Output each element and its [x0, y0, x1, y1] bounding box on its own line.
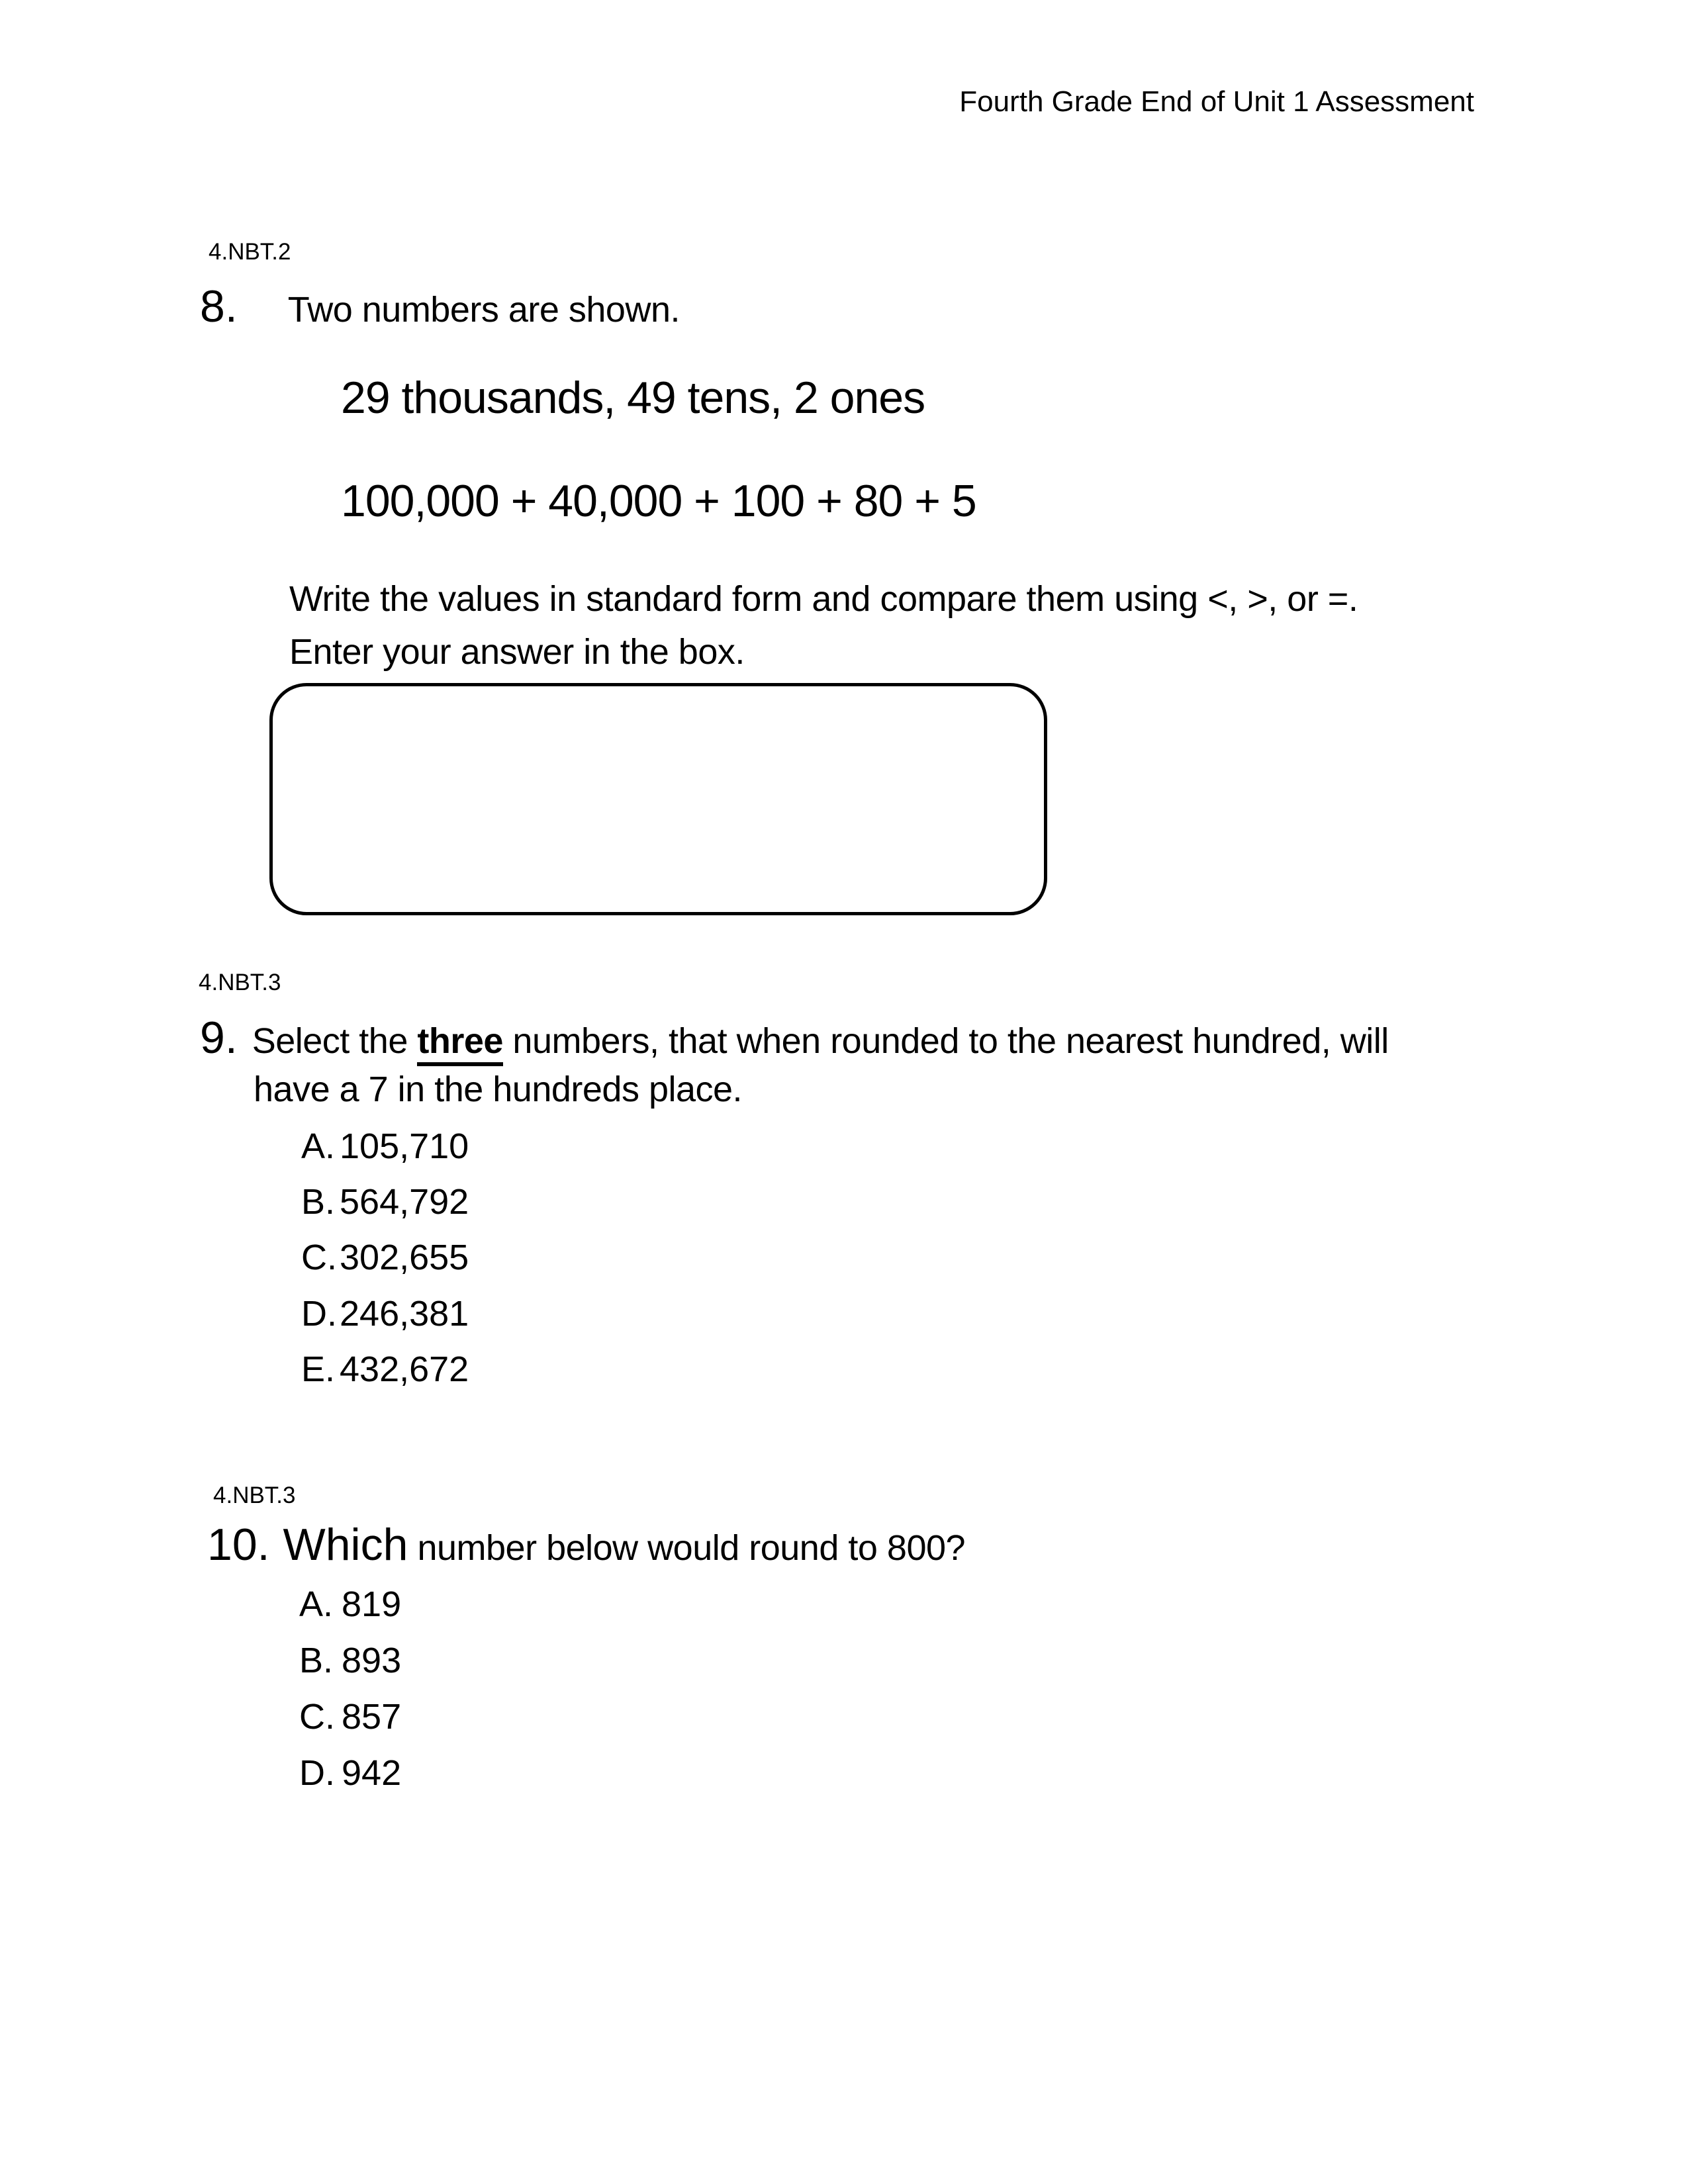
question10-option-a[interactable] — [299, 1584, 401, 1625]
option-value: 246,381 — [340, 1294, 469, 1334]
standard-label-q8: 4.NBT.2 — [209, 239, 291, 265]
option-letter: A. — [299, 1584, 334, 1624]
question9-option-e[interactable] — [301, 1349, 469, 1390]
option-letter: C. — [301, 1238, 337, 1277]
question9-prompt-prefix: Select the — [252, 1021, 418, 1061]
option-value: 105,710 — [340, 1126, 469, 1166]
standard-label-q9: 4.NBT.3 — [199, 970, 281, 995]
question10-prompt-large: Which — [283, 1520, 408, 1570]
question9-prompt-rest: numbers, that when rounded to the nearest hundred, will — [502, 1021, 1389, 1061]
option-letter: D. — [299, 1753, 335, 1793]
option-value: 302,655 — [340, 1238, 469, 1277]
question9-prompt-line2: have a 7 in the hundreds place. — [254, 1069, 743, 1109]
question8-value-line-2: 100,000 + 40,000 + 100 + 80 + 5 — [341, 476, 976, 526]
question10-option-d[interactable] — [299, 1752, 401, 1794]
option-value: 942 — [342, 1753, 402, 1793]
option-value: 857 — [342, 1697, 402, 1737]
question9-prompt-emphasis: three — [417, 1021, 503, 1066]
question8-instruction-2: Enter your answer in the box. — [289, 632, 745, 672]
option-value: 564,792 — [340, 1182, 469, 1222]
option-letter: B. — [299, 1641, 334, 1680]
option-value: 893 — [342, 1641, 402, 1680]
option-value: 819 — [342, 1584, 402, 1624]
question8-instruction-1: Write the values in standard form and compare them using <, >, or =. — [289, 579, 1358, 619]
option-value: 432,672 — [340, 1349, 469, 1389]
question9-option-a[interactable] — [301, 1126, 469, 1167]
question10-option-b[interactable] — [299, 1640, 401, 1681]
option-letter: B. — [301, 1182, 336, 1222]
question9-number: 9. — [200, 1013, 238, 1063]
question10-option-c[interactable] — [299, 1696, 401, 1737]
question9-option-d[interactable] — [301, 1293, 469, 1334]
option-letter: C. — [299, 1697, 335, 1737]
question8-number: 8. — [200, 281, 238, 332]
question9-title — [200, 1012, 1389, 1064]
question9-prompt-line1 — [252, 1021, 1389, 1061]
option-letter: A. — [301, 1126, 336, 1166]
option-letter: E. — [301, 1349, 336, 1389]
question10-prompt-rest: number below would round to 800? — [417, 1528, 966, 1568]
option-letter: D. — [301, 1294, 337, 1334]
question9-option-c[interactable] — [301, 1237, 469, 1278]
answer-box[interactable] — [269, 683, 1047, 915]
question10-title — [207, 1519, 965, 1570]
question8-value-line-1: 29 thousands, 49 tens, 2 ones — [341, 373, 925, 423]
question9-option-b[interactable] — [301, 1181, 469, 1222]
standard-label-q10: 4.NBT.3 — [213, 1482, 296, 1508]
page-header: Fourth Grade End of Unit 1 Assessment — [959, 85, 1474, 118]
question10-number: 10. — [207, 1520, 270, 1570]
question8-prompt: Two numbers are shown. — [287, 290, 680, 330]
question8-title — [200, 281, 680, 332]
